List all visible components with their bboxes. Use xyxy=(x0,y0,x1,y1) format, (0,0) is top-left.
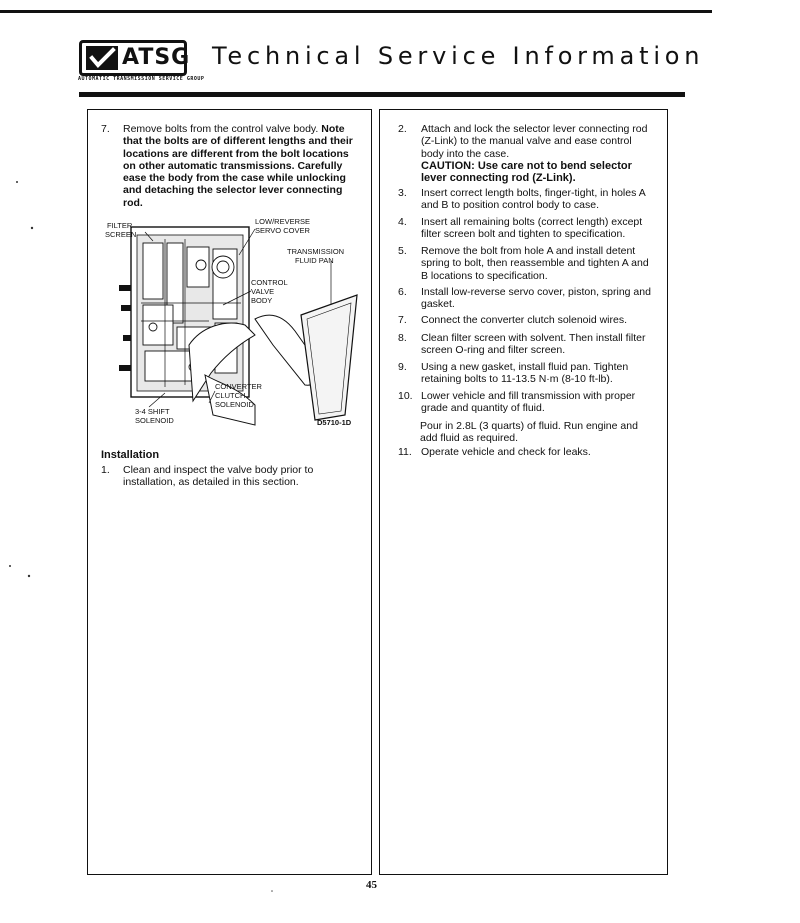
step-number: 5. xyxy=(398,245,407,257)
label-filter-screen-2: SCREEN xyxy=(105,230,137,239)
page-title: Technical Service Information xyxy=(212,42,705,70)
installation-heading: Installation xyxy=(101,449,160,461)
label-control-valve-1: CONTROL xyxy=(251,278,288,287)
label-trans-pan-1: TRANSMISSION xyxy=(287,247,345,256)
fluid-note xyxy=(420,420,656,445)
speck xyxy=(16,181,18,183)
logo-ring-text: AUTOMATIC TRANSMISSION SERVICE GROUP xyxy=(78,76,205,82)
step-text: Using a new gasket, install fluid pan. Tighten retaining bolts to 11-13.5 N·m (8-10 ft-lb). xyxy=(421,361,629,386)
note-text: Pour in 2.8L (3 quarts) of fluid. Run engine and add fluid as required. xyxy=(420,420,638,445)
step-text: Install low-reverse servo cover, piston, spring and gasket. xyxy=(421,286,651,311)
step-number: 11. xyxy=(398,446,412,458)
label-converter-3: SOLENOID xyxy=(215,400,254,409)
label-shift-2: SOLENOID xyxy=(135,416,174,425)
label-filter-screen-1: FILTER xyxy=(107,221,133,230)
atsg-logo xyxy=(79,40,191,76)
step-number: 1. xyxy=(101,464,110,476)
label-control-valve-3: BODY xyxy=(251,296,273,305)
step-number: 7. xyxy=(101,123,110,135)
caution-text: CAUTION: Use care not to bend selector lever connecting rod (Z-Link). xyxy=(421,160,632,185)
step-text: Insert correct length bolts, finger-tight, in holes A and B to position control body to case. xyxy=(421,187,646,212)
step-text: Insert all remaining bolts (correct length) except filter screen bolt and tighten to specification. xyxy=(421,216,643,241)
step-number: 10. xyxy=(398,390,413,402)
step-text: Lower vehicle and fill transmission with proper grade and quantity of fluid. xyxy=(421,390,636,415)
step-text xyxy=(123,123,359,209)
step-text-plain: Remove bolts from the control valve body. xyxy=(123,123,319,135)
step-number: 7. xyxy=(398,314,407,326)
label-low-reverse-2: SERVO COVER xyxy=(255,226,310,235)
label-low-reverse-1: LOW/REVERSE xyxy=(255,217,311,226)
step-number: 8. xyxy=(398,332,407,344)
step-text: Remove the bolt from hole A and install detent spring to bolt, then reassemble and tighten A and B locations to specification. xyxy=(421,245,649,282)
header-rule xyxy=(79,92,685,97)
step-text: Connect the converter clutch solenoid wires. xyxy=(421,314,628,326)
step-number: 4. xyxy=(398,216,407,228)
step-text: Clean and inspect the valve body prior to installation, as detailed in this section. xyxy=(123,464,314,489)
valve-body-diagram xyxy=(105,215,365,437)
step-number: 3. xyxy=(398,187,407,199)
step-number: 9. xyxy=(398,361,407,373)
checkmark-icon xyxy=(86,46,118,70)
step-text: Clean filter screen with solvent. Then install filter screen O-ring and filter screen. xyxy=(421,332,646,357)
speck xyxy=(31,227,33,229)
step-text-note: Note that the bolts are of different lengths and their locations are different from the bolt locations on other automatic transmissions. Carefully ease the body from the case while unlocking and detaching the selector lever connecting rod. xyxy=(123,123,353,209)
label-shift-1: 3-4 SHIFT xyxy=(135,407,170,416)
page-number: 45 xyxy=(366,879,377,891)
speck xyxy=(9,565,11,567)
label-control-valve-2: VALVE xyxy=(251,287,275,296)
figure-id: D5710-1D xyxy=(317,418,352,427)
step-text: Attach and lock the selector lever connecting rod (Z-Link) to the manual valve and ease control body into the case. xyxy=(421,123,648,160)
step-number: 6. xyxy=(398,286,407,298)
caution-note xyxy=(421,160,653,185)
step-text: Operate vehicle and check for leaks. xyxy=(421,446,591,458)
step-number: 2. xyxy=(398,123,407,135)
label-converter-2: CLUTCH xyxy=(215,391,246,400)
speck xyxy=(271,890,273,892)
logo-text: ATSG xyxy=(122,45,191,70)
label-converter-1: CONVERTER xyxy=(215,382,262,391)
top-rule xyxy=(0,10,712,13)
speck xyxy=(28,575,30,577)
label-trans-pan-2: FLUID PAN xyxy=(295,256,334,265)
